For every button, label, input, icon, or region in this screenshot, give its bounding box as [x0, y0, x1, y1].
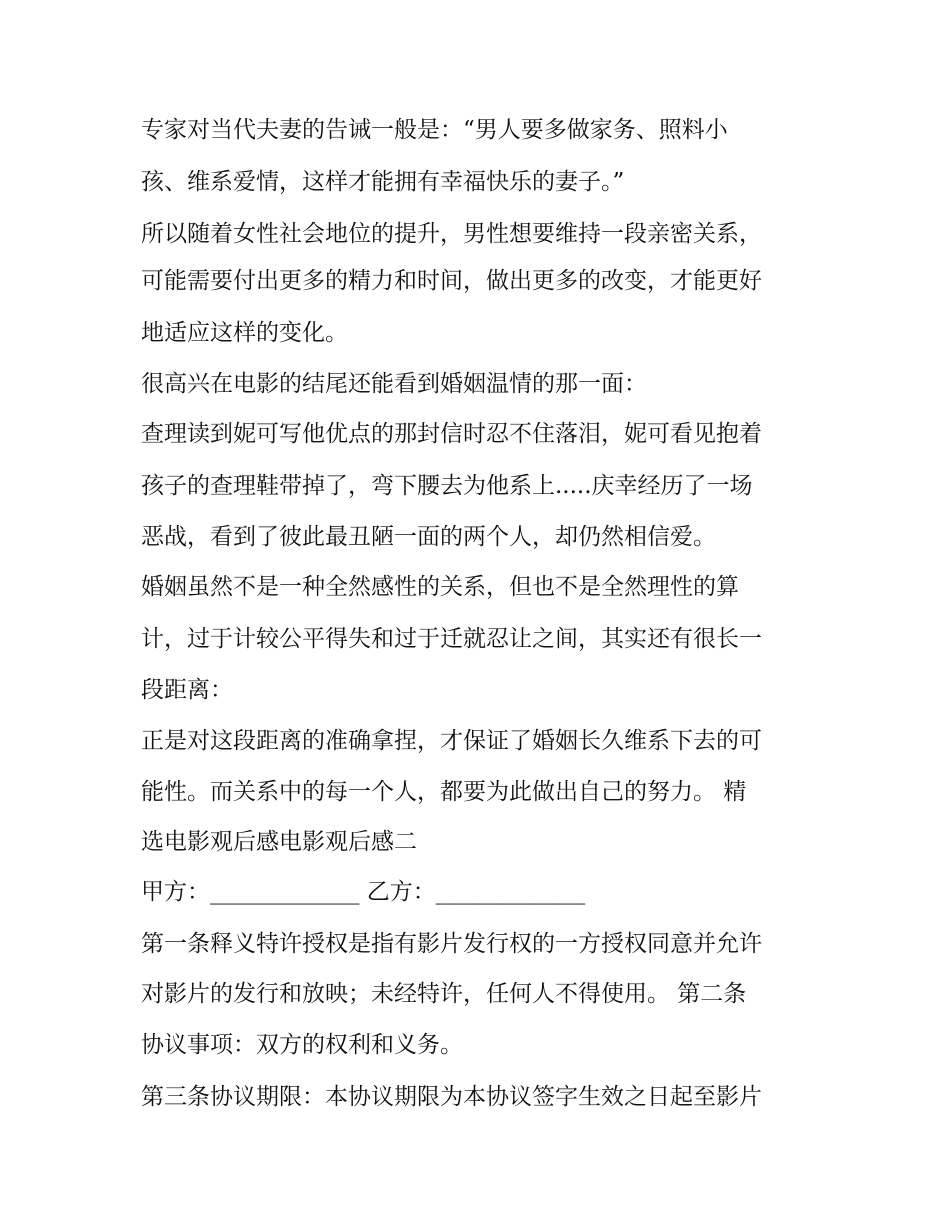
text-line: 很高兴在电影的结尾还能看到婚姻温情的那一面：	[141, 371, 647, 397]
text-line: 孩、维系爱情，这样才能拥有幸福快乐的妻子。”	[141, 169, 625, 195]
party-signature-line: 甲方：_____________ 乙方：_____________	[141, 879, 586, 905]
text-line: 选电影观后感电影观后感二	[141, 829, 417, 855]
text-line: 对影片的发行和放映；未经特许，任何人不得使用。 第二条	[141, 981, 747, 1007]
text-line: 查理读到妮可写他优点的那封信时忍不住落泪，妮可看见抱着	[141, 421, 762, 447]
text-line: 段距离：	[141, 677, 233, 703]
text-line: 地适应这样的变化。	[141, 320, 348, 346]
text-line: 协议事项：双方的权利和义务。	[141, 1032, 463, 1058]
text-line: 恶战，看到了彼此最丑陋一面的两个人，却仍然相信爱。	[141, 524, 716, 550]
text-line: 第三条协议期限：本协议期限为本协议签字生效之日起至影片	[141, 1084, 762, 1110]
text-line: 能性。而关系中的每一个人，都要为此做出自己的努力。 精	[141, 779, 747, 805]
text-line: 计，过于计较公平得失和过于迁就忍让之间，其实还有很长一	[141, 626, 762, 652]
text-line: 专家对当代夫妻的告诫一般是：“男人要多做家务、照料小	[141, 117, 728, 143]
text-line: 孩子的查理鞋带掉了，弯下腰去为他系上.....庆幸经历了一场	[141, 473, 753, 499]
text-line: 可能需要付出更多的精力和时间，做出更多的改变，才能更好	[141, 268, 762, 294]
text-line: 婚姻虽然不是一种全然感性的关系，但也不是全然理性的算	[141, 574, 739, 600]
text-line: 所以随着女性社会地位的提升，男性想要维持一段亲密关系，	[141, 221, 762, 247]
text-line: 正是对这段距离的准确拿捏，才保证了婚姻长久维系下去的可	[141, 728, 762, 754]
text-line: 第一条释义特许授权是指有影片发行权的一方授权同意并允许	[141, 931, 762, 957]
